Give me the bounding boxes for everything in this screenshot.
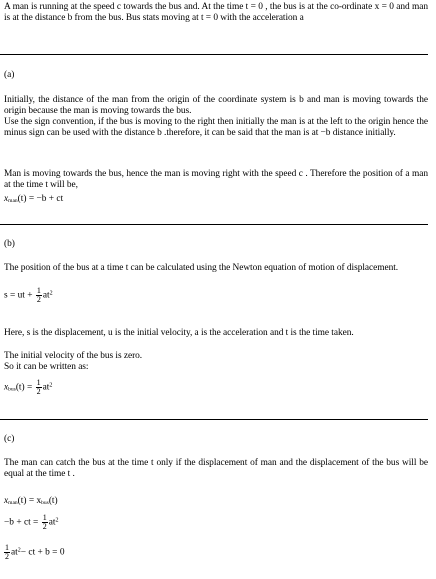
part-b-paragraph-4: So it can be written as: (4, 362, 89, 372)
fraction (42, 514, 48, 531)
part-a-paragraph-2: Use the sign convention, if the bus is moving to the right then initially the man is at the left to the origin hence the minus sign can be used with the distance b .therefore, it can be said that the man is at −b distance initially. (4, 117, 428, 138)
part-a-label: (a) (4, 70, 15, 80)
eq-subscript: bus (8, 386, 16, 393)
part-c-paragraph-1: The man can catch the bus at the time t only if the displacement of man and the displacement of the bus will be equal at the time t . (4, 458, 428, 479)
eq-mid: at (11, 547, 18, 558)
eq-end: (t) (48, 496, 58, 506)
eq-superscript: 2 (55, 517, 59, 524)
part-a-paragraph-1: Initially, the distance of the man from the origin of the coordinate system is b and man is moving towards the origin because the man is moving towards the bus. (4, 95, 428, 116)
eq-superscript: 2 (49, 290, 53, 297)
part-b-equation-1 (4, 287, 53, 304)
eq-rhs: (t) = −b + ct (17, 194, 64, 204)
part-b-equation-2 (4, 379, 52, 396)
part-b-paragraph-1: The position of the bus at a time t can be calculated using the Newton equation of motion of displacement. (4, 263, 399, 273)
eq-right: at (48, 517, 56, 528)
part-c-equation-1 (4, 496, 58, 509)
fraction (4, 544, 10, 561)
fraction-denominator: 2 (36, 387, 41, 396)
part-c-label: (c) (4, 434, 15, 444)
eq-subscript: bus (41, 500, 49, 506)
eq-left: −b + ct = (4, 517, 39, 528)
divider (0, 224, 428, 225)
problem-statement: A man is running at the speed c towards the bus and. At the time t = 0 , the bus is at the co-ordinate x = 0 and man is at the distance b from the bus. Bus stats moving at t = 0 with the acceleration a (4, 2, 428, 23)
part-a-paragraph-3: Man is moving towards the bus, hence the man is moving right with the speed c . Therefore the position of a man at the time t will be, (4, 169, 428, 190)
part-b-paragraph-3: The initial velocity of the bus is zero. (4, 351, 143, 361)
part-b-paragraph-2: Here, s is the displacement, u is the initial velocity, a is the acceleration and t is the time taken. (4, 328, 354, 338)
eq-mid: (t) = x (17, 496, 42, 506)
fraction-denominator: 2 (5, 552, 9, 561)
eq-right: at (42, 290, 50, 301)
fraction-numerator: 1 (36, 378, 41, 387)
fraction (36, 379, 42, 396)
part-c-equation-2 (4, 514, 58, 531)
eq-right: − ct + b = 0 (20, 547, 65, 558)
fraction-numerator: 1 (42, 513, 47, 522)
eq-symbol: x (4, 496, 9, 506)
eq-symbol: x (4, 382, 9, 393)
eq-superscript: 2 (17, 547, 21, 554)
eq-mid: (t) = (15, 382, 33, 393)
part-b-label: (b) (4, 239, 15, 249)
part-a-equation (4, 194, 63, 207)
eq-symbol: x (4, 194, 9, 204)
eq-superscript: 2 (49, 382, 53, 389)
eq-subscript: man (8, 198, 18, 204)
part-c-equation-3 (4, 544, 65, 561)
fraction-numerator: 1 (5, 543, 9, 552)
fraction-numerator: 1 (36, 286, 41, 295)
eq-right: at (42, 382, 50, 393)
eq-left: s = ut + (4, 290, 33, 301)
eq-subscript: man (8, 500, 18, 506)
divider (0, 419, 428, 420)
fraction (36, 287, 42, 304)
fraction-denominator: 2 (42, 522, 47, 531)
fraction-denominator: 2 (36, 295, 41, 304)
divider (0, 54, 428, 55)
